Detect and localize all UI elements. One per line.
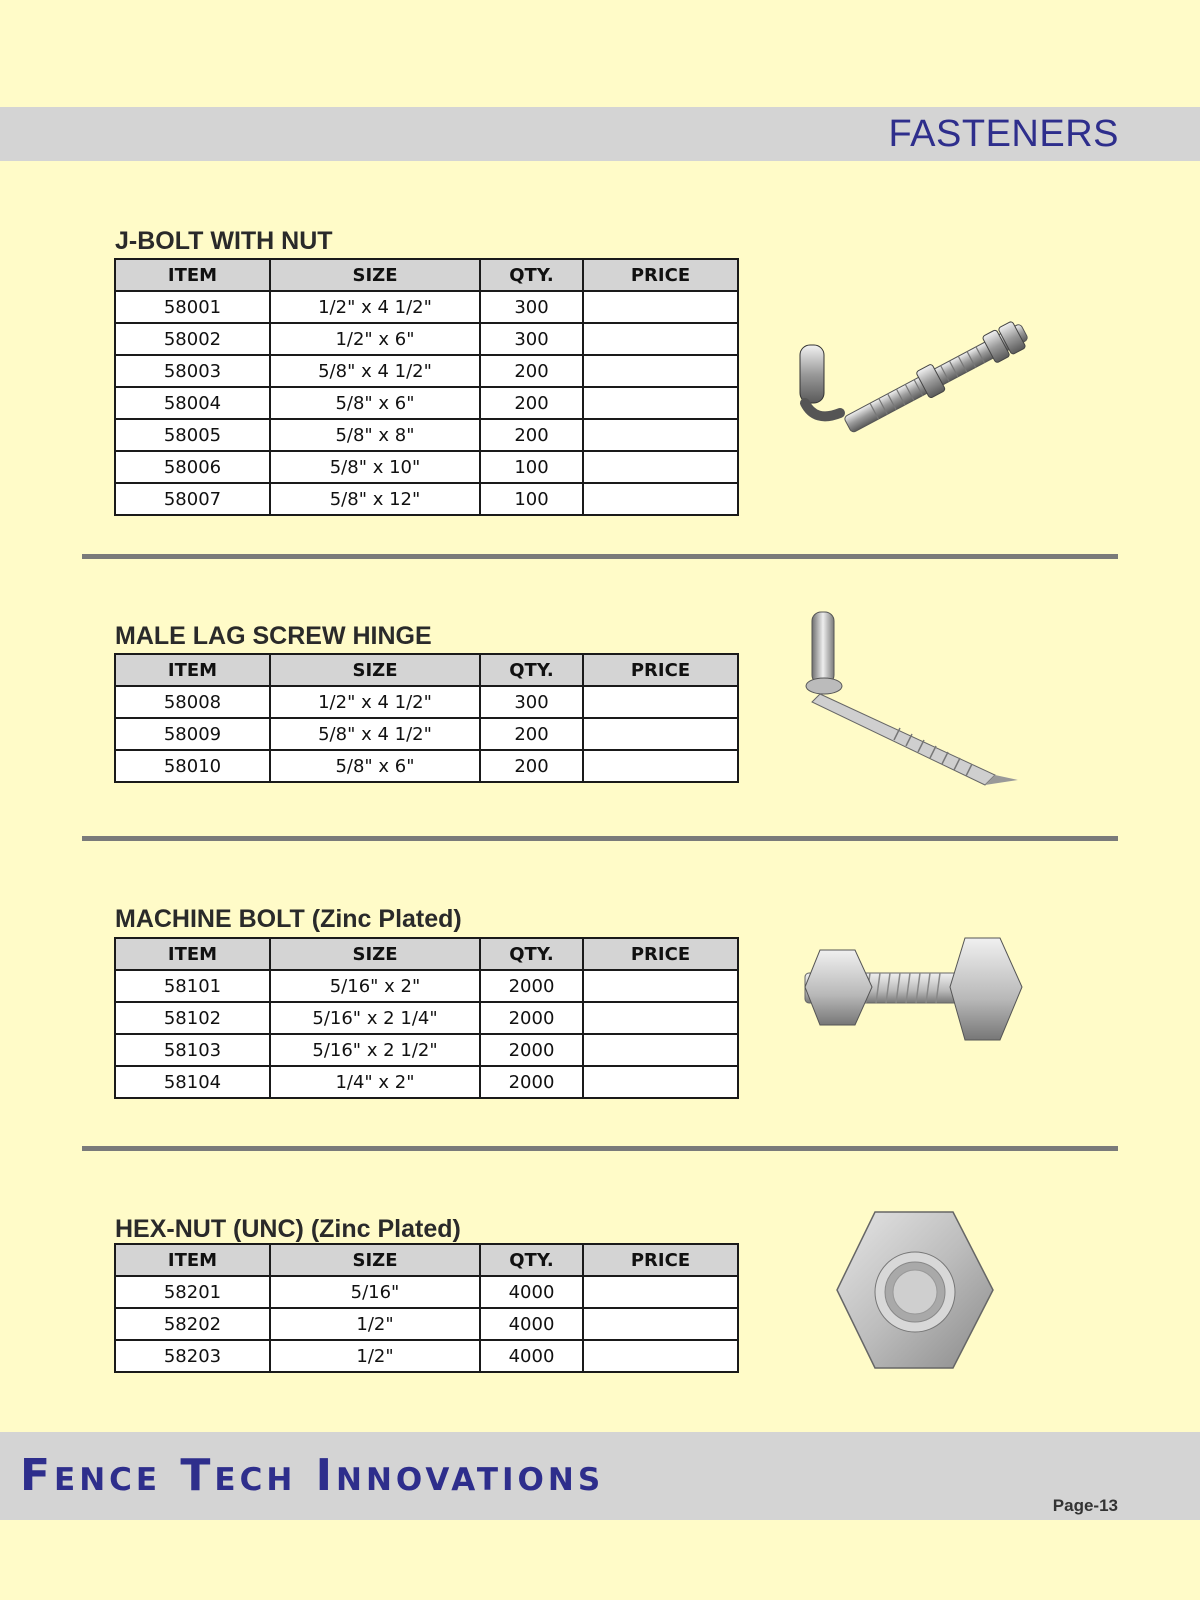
cell-item: 58202 [115,1308,270,1340]
cell-item: 58102 [115,1002,270,1034]
j-bolt-table [114,258,739,516]
table-row [115,387,738,419]
cell-qty: 200 [480,355,583,387]
cell-price [583,419,738,451]
cell-item: 58101 [115,970,270,1002]
cell-price [583,451,738,483]
table-row [115,291,738,323]
machine-bolt-photo [800,935,1030,1055]
page-title: FASTENERS [888,113,1119,155]
cell-item: 58007 [115,483,270,515]
cell-size: 5/8" x 6" [270,750,480,782]
cell-size: 5/16" x 2" [270,970,480,1002]
section-divider [82,554,1118,559]
table-row [115,750,738,782]
cell-item: 58010 [115,750,270,782]
cell-qty: 2000 [480,1066,583,1098]
lag-screw-hinge-photo [800,610,1030,790]
j-bolt-with-nut-photo [795,285,1035,435]
cell-size: 1/2" x 4 1/2" [270,291,480,323]
cell-price [583,686,738,718]
cell-price [583,387,738,419]
table-row [115,419,738,451]
table-row [115,1002,738,1034]
cell-qty: 200 [480,387,583,419]
cell-item: 58005 [115,419,270,451]
cell-price [583,1034,738,1066]
cell-size: 5/8" x 8" [270,419,480,451]
cell-size: 1/2" x 4 1/2" [270,686,480,718]
cell-size: 5/8" x 10" [270,451,480,483]
table-row [115,451,738,483]
cell-qty: 4000 [480,1340,583,1372]
cell-size: 5/16" x 2 1/4" [270,1002,480,1034]
cell-item: 58203 [115,1340,270,1372]
cell-size: 1/4" x 2" [270,1066,480,1098]
table-header-row [115,654,738,686]
col-item-header: ITEM [115,259,270,291]
col-price-header: PRICE [583,1244,738,1276]
table-row [115,686,738,718]
hex-nut-table [114,1243,739,1373]
section-title-j-bolt: J-BOLT WITH NUT [115,227,333,255]
col-price-header: PRICE [583,259,738,291]
cell-size: 1/2" [270,1340,480,1372]
col-item-header: ITEM [115,938,270,970]
table-row [115,1308,738,1340]
cell-price [583,718,738,750]
cell-qty: 2000 [480,1034,583,1066]
cell-qty: 4000 [480,1308,583,1340]
cell-size: 1/2" [270,1308,480,1340]
cell-item: 58103 [115,1034,270,1066]
page-number: Page-13 [1052,1496,1118,1515]
cell-item: 58006 [115,451,270,483]
cell-qty: 200 [480,750,583,782]
table-row [115,1066,738,1098]
table-row [115,483,738,515]
cell-price [583,291,738,323]
header-band [0,107,1200,161]
lag-screw-hinge-table [114,653,739,783]
cell-qty: 100 [480,483,583,515]
col-qty-header: QTY. [480,259,583,291]
cell-price [583,1308,738,1340]
cell-item: 58002 [115,323,270,355]
cell-size: 5/16" [270,1276,480,1308]
section-title-hex-nut: HEX-NUT (UNC) (Zinc Plated) [115,1215,461,1243]
cell-qty: 2000 [480,1002,583,1034]
cell-size: 5/16" x 2 1/2" [270,1034,480,1066]
cell-price [583,1340,738,1372]
table-header-row [115,1244,738,1276]
cell-qty: 300 [480,291,583,323]
cell-price [583,1066,738,1098]
cell-price [583,323,738,355]
section-title-machine-bolt: MACHINE BOLT (Zinc Plated) [115,905,462,933]
col-price-header: PRICE [583,938,738,970]
table-row [115,355,738,387]
cell-price [583,483,738,515]
cell-item: 58008 [115,686,270,718]
cell-qty: 2000 [480,970,583,1002]
machine-bolt-table [114,937,739,1099]
cell-size: 1/2" x 6" [270,323,480,355]
cell-item: 58004 [115,387,270,419]
cell-price [583,1002,738,1034]
cell-price [583,750,738,782]
cell-qty: 300 [480,686,583,718]
col-price-header: PRICE [583,654,738,686]
col-qty-header: QTY. [480,938,583,970]
cell-qty: 200 [480,419,583,451]
table-row [115,970,738,1002]
col-size-header: SIZE [270,654,480,686]
cell-size: 5/8" x 12" [270,483,480,515]
col-qty-header: QTY. [480,654,583,686]
cell-qty: 300 [480,323,583,355]
col-qty-header: QTY. [480,1244,583,1276]
table-row [115,1340,738,1372]
cell-price [583,970,738,1002]
table-row [115,1276,738,1308]
cell-item: 58001 [115,291,270,323]
col-size-header: SIZE [270,1244,480,1276]
cell-qty: 100 [480,451,583,483]
col-item-header: ITEM [115,654,270,686]
footer-band [0,1432,1200,1520]
table-row [115,1034,738,1066]
col-size-header: SIZE [270,938,480,970]
cell-size: 5/8" x 4 1/2" [270,355,480,387]
col-size-header: SIZE [270,259,480,291]
cell-price [583,1276,738,1308]
cell-item: 58201 [115,1276,270,1308]
cell-item: 58009 [115,718,270,750]
table-row [115,718,738,750]
col-item-header: ITEM [115,1244,270,1276]
section-title-lag-screw-hinge: MALE LAG SCREW HINGE [115,622,432,650]
cell-item: 58104 [115,1066,270,1098]
cell-qty: 200 [480,718,583,750]
cell-size: 5/8" x 6" [270,387,480,419]
hex-nut-photo [835,1208,995,1373]
section-divider [82,1146,1118,1151]
section-divider [82,836,1118,841]
brand-name: Fence Tech Innovations [20,1450,605,1501]
table-header-row [115,938,738,970]
table-row [115,323,738,355]
cell-item: 58003 [115,355,270,387]
cell-price [583,355,738,387]
cell-qty: 4000 [480,1276,583,1308]
cell-size: 5/8" x 4 1/2" [270,718,480,750]
table-header-row [115,259,738,291]
